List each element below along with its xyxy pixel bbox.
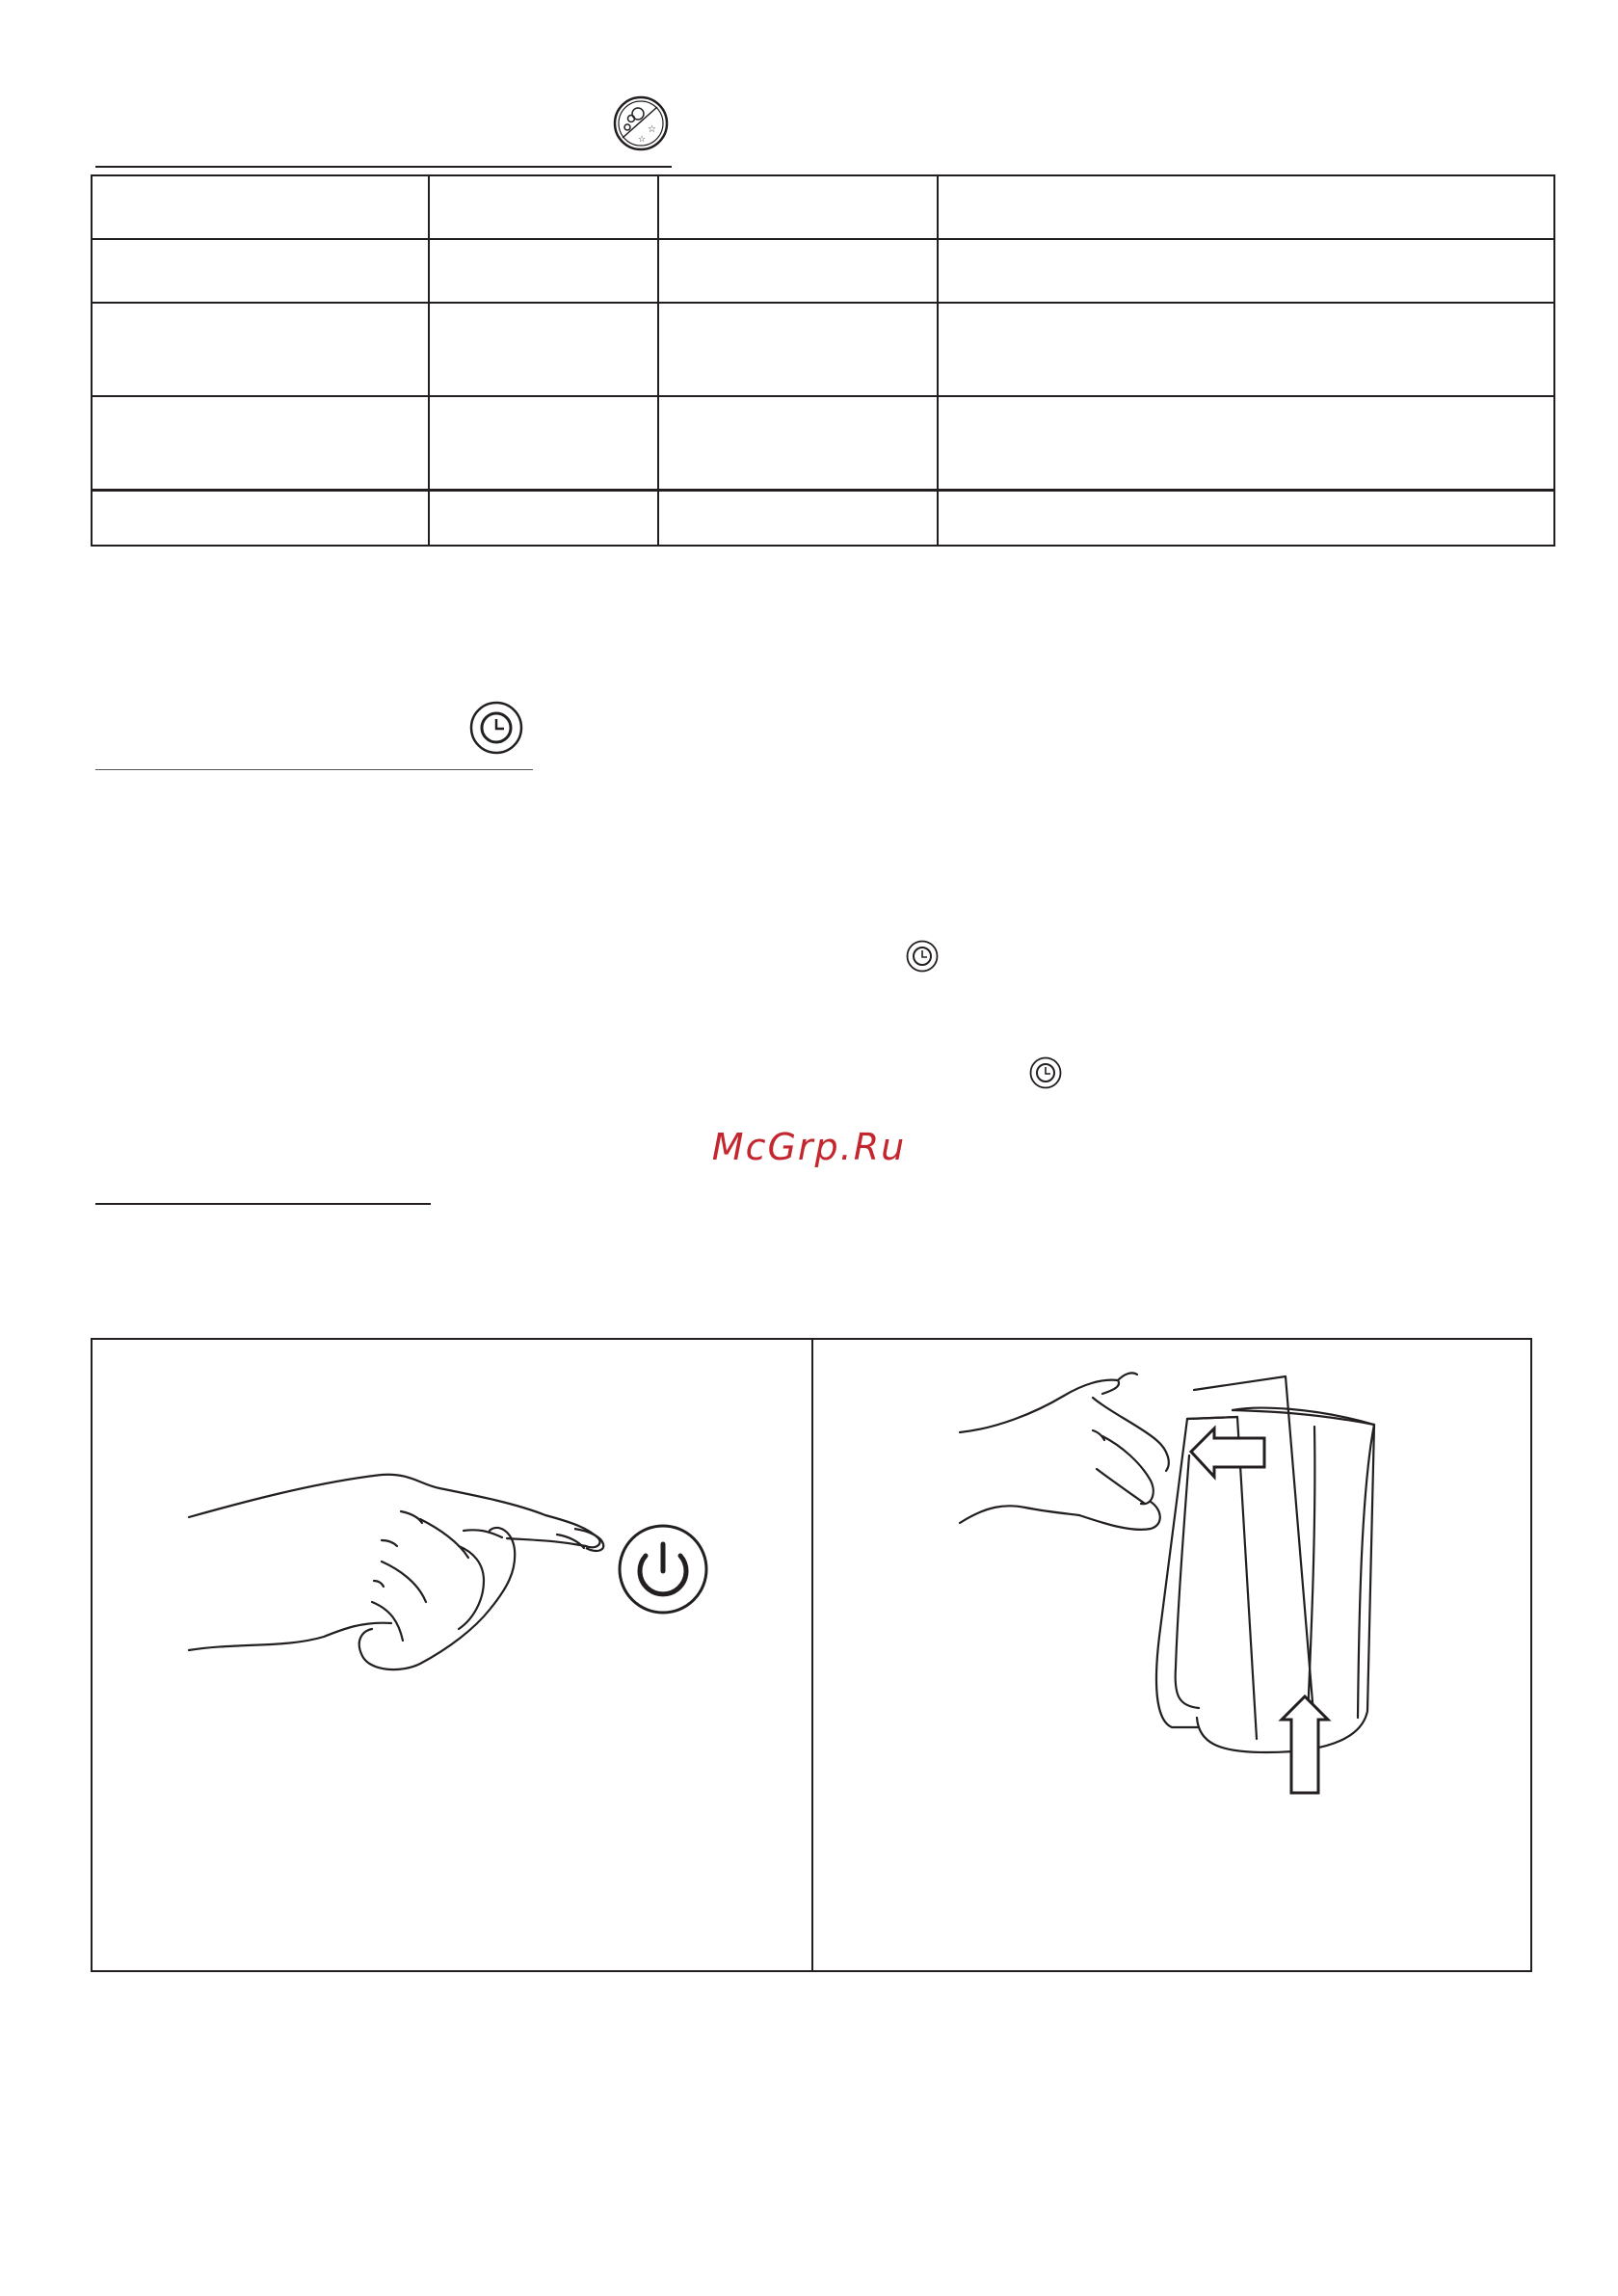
table-cell — [938, 303, 1554, 396]
section3-underline — [95, 1203, 431, 1205]
table-cell — [938, 239, 1554, 303]
hand-removing-jug — [813, 1340, 1530, 1970]
table-cell — [429, 239, 658, 303]
table-row — [92, 490, 1554, 546]
arrow-icons — [1191, 1428, 1328, 1793]
power-button-icon — [620, 1526, 706, 1613]
section2-underline — [95, 769, 533, 770]
table-row — [92, 303, 1554, 396]
table-cell — [92, 303, 429, 396]
table-cell — [658, 175, 938, 239]
table-cell — [92, 239, 429, 303]
timer-clock-icon — [906, 940, 939, 973]
table-cell — [938, 175, 1554, 239]
table-cell — [429, 303, 658, 396]
table-cell — [429, 396, 658, 490]
table-cell — [658, 239, 938, 303]
timer-clock-icon — [469, 701, 523, 755]
table-cell — [658, 303, 938, 396]
svg-text:☆: ☆ — [648, 124, 656, 135]
table-cell — [658, 396, 938, 490]
table-cell — [429, 175, 658, 239]
section1-icon — [613, 95, 669, 151]
watermark: McGrp.Ru — [711, 1126, 907, 1168]
table-row — [92, 175, 1554, 239]
table-cell — [938, 490, 1554, 546]
timer-clock-icon — [1029, 1056, 1062, 1089]
svg-text:☆: ☆ — [638, 135, 647, 145]
table-cell — [92, 175, 429, 239]
table-row — [92, 396, 1554, 490]
table-row — [92, 239, 1554, 303]
table-cell — [429, 490, 658, 546]
illustration-panel — [91, 1338, 1532, 1972]
table-cell — [92, 396, 429, 490]
finger-pressing-power-button — [93, 1340, 811, 1970]
section1-underline — [95, 166, 672, 168]
table-cell — [92, 490, 429, 546]
table-cell — [658, 490, 938, 546]
settings-table — [91, 174, 1555, 547]
table-cell — [938, 396, 1554, 490]
